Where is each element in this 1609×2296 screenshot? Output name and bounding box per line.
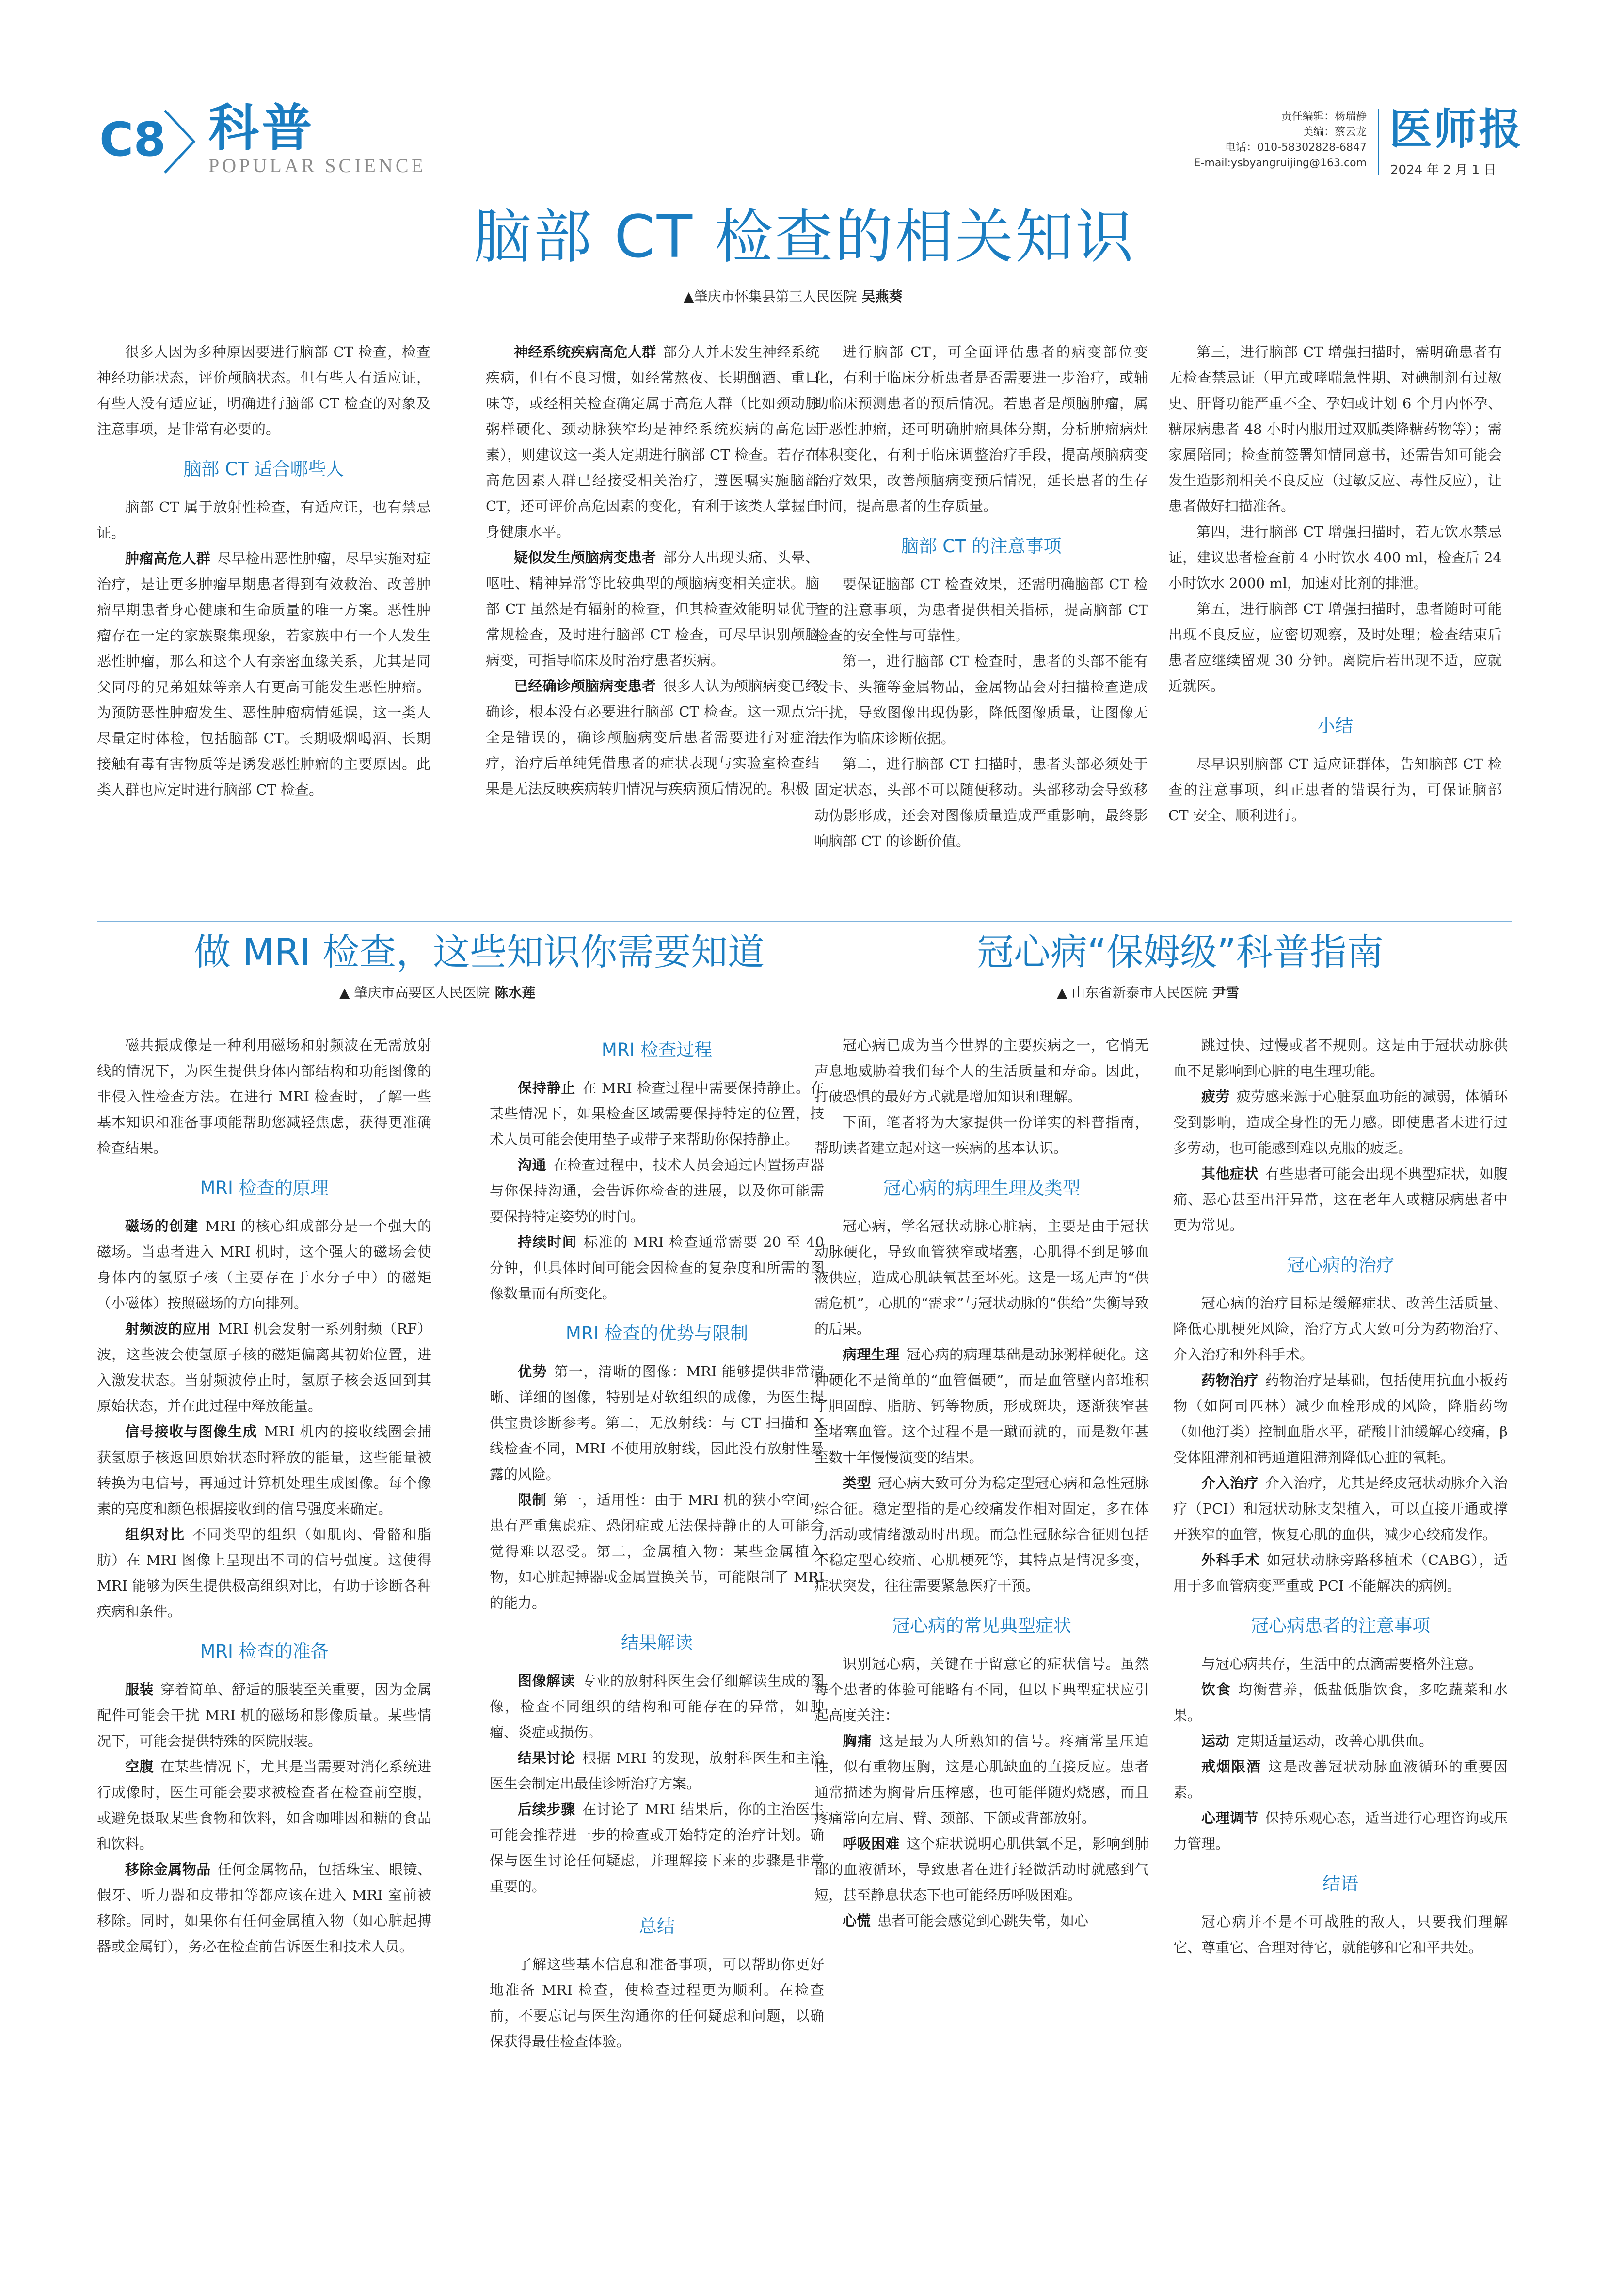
ct-column-4 bbox=[1168, 339, 1502, 829]
paragraph bbox=[814, 1651, 1149, 1728]
paragraph-text: 第五，进行脑部 CT 增强扫描时，患者随时可能出现不良反应，应密切观察，及时处理；检查结束后患者应继续留观 30 分钟。离院后若出现不适，应就近就医。 bbox=[1168, 601, 1502, 694]
paragraph-text: 与冠心病共存，生活中的点滴需要格外注意。 bbox=[1201, 1656, 1483, 1672]
paragraph bbox=[490, 1668, 824, 1745]
paragraph-text: 标准的 MRI 检查通常需要 20 至 40 分钟，但具体时间可能会因检查的复杂度和所需的图像数量而有所变化。 bbox=[490, 1234, 824, 1302]
paragraph-text: MRI 机会发射一系列射频（RF）波，这些波会使氢原子核的磁矩偏离其初始位置，进入激发状态。当射频波停止时，氢原子核会返回到其原始状态，并在此过程中释放能量。 bbox=[97, 1321, 431, 1414]
keyword-lead: 病理生理 bbox=[843, 1346, 900, 1363]
paragraph bbox=[814, 1110, 1149, 1161]
paragraph bbox=[490, 1359, 824, 1487]
paragraph-text: 部分人并未发生神经系统疾病，但有不良习惯，如经常熬夜、长期酗酒、重口味等，或经相关检查确定属于高危人群（比如颈动脉粥样硬化、颈动脉狭窄均是神经系统疾病的高危因素），则建议这一类人定期进行脑部 CT 检查。若存在高危因素人群已经接受相关治疗，遵医嘱实施脑部 CT，还可评价高危因素的变化，有利于该类人掌握自身健康水平。 bbox=[486, 344, 819, 540]
paragraph-text: 介入治疗，尤其是经皮冠状动脉介入治疗（PCI）和冠状动脉支架植入，可以直接开通或撑开狭窄的血管，恢复心肌的血供，减少心绞痛发作。 bbox=[1173, 1475, 1508, 1543]
art-editor: 美编：蔡云龙 bbox=[1302, 126, 1367, 138]
paragraph bbox=[1173, 1677, 1508, 1728]
paragraph-text: 这是改善冠状动脉血液循环的重要因素。 bbox=[1173, 1758, 1508, 1801]
keyword-lead: 后续步骤 bbox=[518, 1801, 576, 1818]
paragraph bbox=[814, 1033, 1149, 1110]
paragraph bbox=[1173, 1291, 1508, 1368]
paragraph-text: 跳过快、过慢或者不规则。这是由于冠状动脉供血不足影响到心脏的电生理功能。 bbox=[1173, 1037, 1508, 1079]
paragraph-text: 下面，笔者将为大家提供一份详实的科普指南，帮助读者建立起对这一疾病的基本认识。 bbox=[814, 1114, 1149, 1156]
paragraph bbox=[814, 339, 1148, 519]
keyword-lead: 神经系统疾病高危人群 bbox=[514, 344, 656, 360]
paragraph bbox=[814, 649, 1148, 751]
paragraph bbox=[490, 1952, 824, 2055]
paragraph-text: 在某些情况下，尤其是当需要对消化系统进行成像时，医生可能会要求被检查者在检查前空腹，或避免摄取某些食物和饮料，如含咖啡因和糖的食品和饮料。 bbox=[97, 1758, 431, 1852]
keyword-lead: 磁场的创建 bbox=[125, 1218, 199, 1234]
subheading: MRI 检查过程 bbox=[601, 1039, 713, 1060]
subheading: 结语 bbox=[1322, 1873, 1358, 1894]
paragraph-text: 要保证脑部 CT 检查效果，还需明确脑部 CT 检查的注意事项，为患者提供相关指标，提高脑部 CT 检查的安全性与可靠性。 bbox=[814, 576, 1148, 644]
paragraph-text: 第一，进行脑部 CT 检查时，患者的头部不能有发卡、头箍等金属物品，金属物品会对扫描检查造成干扰，导致图像出现伪影，降低图像质量，让图像无法作为临床诊断依据。 bbox=[814, 653, 1148, 747]
keyword-lead: 疑似发生颅脑病变患者 bbox=[514, 549, 656, 566]
mri-column-2 bbox=[490, 1023, 824, 2055]
paragraph-text: 第二，进行脑部 CT 扫描时，患者头部必须处于固定状态，头部不可以随便移动。头部移动会导致移动伪影形成，还会对图像质量造成严重影响，最终影响脑部 CT 的诊断价值。 bbox=[814, 756, 1148, 849]
paragraph-text: 了解这些基本信息和准备事项，可以帮助你更好地准备 MRI 检查，使检查过程更为顺利。在检查前，不要忘记与医生沟通你的任何疑虑和问题，以确保获得最佳检查体验。 bbox=[490, 1956, 824, 2050]
paragraph bbox=[97, 1754, 431, 1857]
paragraph bbox=[490, 1075, 824, 1152]
ct-column-2 bbox=[486, 339, 819, 802]
subheading: 总结 bbox=[639, 1916, 675, 1937]
paragraph bbox=[490, 1487, 824, 1616]
keyword-lead: 运动 bbox=[1201, 1733, 1230, 1749]
paragraph bbox=[97, 1419, 431, 1522]
paragraph-text: 在 MRI 检查过程中需要保持静止。在某些情况下，如果检查区域需要保持特定的位置，技术人员可能会使用垫子或带子来帮助你保持静止。 bbox=[490, 1080, 824, 1148]
paragraph-text: 任何金属物品，包括珠宝、眼镜、假牙、听力器和皮带扣等都应该在进入 MRI 室前被移除。同时，如果你有任何金属植入物（如心脏起搏器或金属钉），务必在检查前告诉医生和技术人员。 bbox=[97, 1861, 431, 1955]
subheading: 冠心病患者的注意事项 bbox=[1251, 1615, 1430, 1636]
paragraph bbox=[814, 1470, 1149, 1599]
paragraph bbox=[1173, 1547, 1508, 1599]
paragraph-text: 在检查过程中，技术人员会通过内置扬声器与你保持沟通，会告诉你检查的进展，以及你可能需要保持特定姿势的时间。 bbox=[490, 1157, 824, 1225]
paragraph-text: 冠心病已成为当今世界的主要疾病之一，它悄无声息地威胁着我们每个人的生活质量和寿命。因此，打破恐惧的最好方式就是增加知识和理解。 bbox=[814, 1037, 1149, 1105]
paragraph bbox=[486, 339, 819, 545]
paragraph bbox=[1168, 339, 1502, 519]
keyword-lead: 信号接收与图像生成 bbox=[125, 1423, 257, 1440]
paragraph bbox=[97, 1522, 431, 1625]
section-subtitle: POPULAR SCIENCE bbox=[208, 155, 426, 176]
keyword-lead: 心理调节 bbox=[1201, 1810, 1259, 1826]
paragraph bbox=[814, 1831, 1149, 1908]
author-name: 吴燕葵 bbox=[861, 288, 903, 304]
page-number: C8 bbox=[99, 112, 166, 167]
paragraph-text: 有些患者可能会出现不典型症状，如腹痛、恶心甚至出汗异常，这在老年人或糖尿病患者中更为常见。 bbox=[1173, 1165, 1508, 1233]
paragraph bbox=[814, 751, 1148, 854]
keyword-lead: 已经确诊颅脑病变患者 bbox=[514, 678, 656, 694]
paragraph-text: 第四，进行脑部 CT 增强扫描时，若无饮水禁忌证，建议患者检查前 4 小时饮水 400 ml，检查后 24 小时饮水 2000 ml，加速对比剂的排泄。 bbox=[1168, 524, 1502, 591]
author-name: 尹雪 bbox=[1212, 985, 1240, 1001]
paragraph-text: 疲劳感来源于心脏泵血功能的减弱，体循环受到影响，造成全身性的无力感。即使患者未进行过多劳动，也可能感到难以克服的疲乏。 bbox=[1173, 1088, 1508, 1156]
paragraph-text: 尽早识别脑部 CT 适应证群体，告知脑部 CT 检查的注意事项，纠正患者的错误行为，可保证脑部 CT 安全、顺利进行。 bbox=[1168, 756, 1502, 824]
keyword-lead: 疲劳 bbox=[1201, 1088, 1230, 1105]
paragraph bbox=[1173, 1909, 1508, 1961]
ct-column-3 bbox=[814, 339, 1148, 854]
editor: 责任编辑：杨瑞静 bbox=[1281, 111, 1367, 123]
subheading: MRI 检查的优势与限制 bbox=[565, 1323, 749, 1344]
paragraph-text: 第一，清晰的图像：MRI 能够提供非常清晰、详细的图像，特别是对软组织的成像，为医生提供宝贵诊断参考。第二，无放射线：与 CT 扫描和 X 线检查不同，MRI 不使用放射线，因此没有放射性暴露的风险。 bbox=[490, 1363, 824, 1483]
paragraph-text: 磁共振成像是一种利用磁场和射频波在无需放射线的情况下，为医生提供身体内部结构和功能图像的非侵入性检查方法。在进行 MRI 检查时，了解一些基本知识和准备事项能帮助您减轻焦虑，获得更准确检查结果。 bbox=[97, 1037, 431, 1156]
keyword-lead: 外科手术 bbox=[1201, 1552, 1260, 1568]
paragraph bbox=[1173, 1470, 1508, 1547]
section-divider bbox=[97, 921, 1512, 922]
paragraph bbox=[490, 1229, 824, 1307]
author-name: 陈水莲 bbox=[494, 985, 536, 1001]
chd-column-1 bbox=[814, 1033, 1149, 1934]
issue-date: 2024 年 2 月 1 日 bbox=[1390, 163, 1497, 177]
paragraph-text: 不同类型的组织（如肌肉、骨骼和脂肪）在 MRI 图像上呈现出不同的信号强度。这使得 MRI 能够为医生提供极高组织对比，有助于诊断各种疾病和条件。 bbox=[97, 1526, 431, 1620]
author-mri bbox=[339, 982, 535, 1002]
author-chd bbox=[1057, 982, 1239, 1002]
keyword-lead: 呼吸困难 bbox=[843, 1835, 900, 1852]
paragraph-text: 专业的放射科医生会仔细解读生成的图像，检查不同组织的结构和可能存在的异常，如肿瘤、炎症或损伤。 bbox=[490, 1673, 824, 1740]
keyword-lead: 结果讨论 bbox=[518, 1750, 576, 1766]
paragraph-text: 这是最为人所熟知的信号。疼痛常呈压迫性，似有重物压胸，这是心肌缺血的直接反应。患者通常描述为胸骨后压榨感，也可能伴随灼烧感，而且疼痛常向左肩、臂、颈部、下颌或背部放射。 bbox=[814, 1733, 1149, 1826]
paragraph-text: 药物治疗是基础，包括使用抗血小板药物（如阿司匹林）减少血栓形成的风险，降脂药物（如他汀类）控制血脂水平，硝酸甘油缓解心绞痛，β 受体阻滞剂和钙通道阻滞剂降低心脏的氧耗。 bbox=[1173, 1372, 1508, 1466]
subheading: 脑部 CT 的注意事项 bbox=[901, 536, 1062, 557]
paragraph-text: 很多人因为多种原因要进行脑部 CT 检查，检查神经功能状态，评价颅脑状态。但有些人有适应证，有些人没有适应证，明确进行脑部 CT 检查的对象及注意事项，是非常有必要的。 bbox=[97, 344, 430, 437]
paragraph bbox=[1173, 1084, 1508, 1161]
paragraph bbox=[1173, 1161, 1508, 1238]
paragraph-text: 很多人认为颅脑病变已经确诊，根本没有必要进行脑部 CT 检查。这一观点完全是错误的，确诊颅脑病变后患者需要进行对症治疗，治疗后单纯凭借患者的症状表现与实验室检查结果是无法反映疾病转归情况与疾病预后情况的。积极 bbox=[486, 678, 819, 797]
keyword-lead: 优势 bbox=[518, 1363, 547, 1380]
author-affiliation: ▲肇庆市怀集县第三人民医院 bbox=[684, 288, 857, 304]
keyword-lead: 图像解读 bbox=[518, 1673, 575, 1689]
paragraph-text: 部分人出现头痛、头晕、呕吐、精神异常等比较典型的颅脑病变相关症状。脑部 CT 虽然是有辐射的检查，但其检查效能明显优于常规检查，及时进行脑部 CT 检查，可尽早识别颅脑病变，可指导临床及时治疗患者疾病。 bbox=[486, 549, 819, 669]
paragraph bbox=[490, 1797, 824, 1899]
paragraph bbox=[814, 1213, 1149, 1342]
paragraph bbox=[97, 1316, 431, 1419]
paragraph bbox=[490, 1152, 824, 1229]
paragraph bbox=[814, 572, 1148, 649]
keyword-lead: 沟通 bbox=[518, 1157, 546, 1173]
mri-column-1 bbox=[97, 1033, 431, 1960]
keyword-lead: 保持静止 bbox=[518, 1080, 576, 1096]
paragraph bbox=[486, 673, 819, 802]
paragraph bbox=[1173, 1805, 1508, 1857]
paragraph-text: 患者可能会感觉到心跳失常，如心 bbox=[877, 1913, 1089, 1929]
paragraph bbox=[486, 545, 819, 673]
paragraph bbox=[1168, 751, 1502, 829]
paragraph-text: 尽早检出恶性肿瘤，尽早实施对症治疗，是让更多肿瘤早期患者得到有效救治、改善肿瘤早期患者身心健康和生命质量的唯一方案。恶性肿瘤存在一定的家族聚集现象，若家族中有一个人发生恶性肿瘤，那么和这个人有亲密血缘关系，尤其是同父同母的兄弟姐妹等亲人有更高可能发生恶性肿瘤。为预防恶性肿瘤发生、恶性肿瘤病情延误，这一类人尽量定时体检，包括脑部 CT。长期吸烟喝酒、长期接触有毒有害物质等是诱发恶性肿瘤的主要原因。此类人群也应定时进行脑部 CT 检查。 bbox=[97, 550, 430, 798]
paragraph-text: MRI 机内的接收线圈会捕获氢原子核返回原始状态时释放的能量，这些能量被转换为电信号，再通过计算机处理生成图像。每个像素的亮度和颜色根据接收到的信号强度来确定。 bbox=[97, 1423, 432, 1517]
paragraph bbox=[814, 1908, 1149, 1934]
paragraph bbox=[1173, 1033, 1508, 1084]
paragraph-text: 保持乐观心态，适当进行心理咨询或压力管理。 bbox=[1173, 1810, 1508, 1852]
chd-column-2 bbox=[1173, 1033, 1508, 1961]
paragraph-text: 识别冠心病，关键在于留意它的症状信号。虽然每个患者的体验可能略有不同，但以下典型症状应引起高度关注： bbox=[814, 1656, 1149, 1723]
keyword-lead: 心慌 bbox=[843, 1913, 871, 1929]
keyword-lead: 射频波的应用 bbox=[125, 1321, 211, 1337]
paragraph-text: 进行脑部 CT，可全面评估患者的病变部位变化，有利于临床分析患者是否需要进一步治疗，或辅助临床预测患者的预后情况。若患者是颅脑肿瘤，属于恶性肿瘤，还可明确肿瘤具体分期，分析肿瘤病灶体积变化，有利于临床调整治疗手段，提高颅脑病变治疗效果，改善颅脑病变预后情况，延长患者的生存时间，提高患者的生存质量。 bbox=[814, 344, 1148, 514]
section-title: 科普 bbox=[208, 98, 316, 158]
paragraph bbox=[97, 546, 430, 803]
paragraph bbox=[97, 1213, 431, 1316]
article-title-ct: 脑部 CT 检查的相关知识 bbox=[473, 204, 1136, 271]
keyword-lead: 介入治疗 bbox=[1201, 1475, 1259, 1491]
paragraph-text: 脑部 CT 属于放射性检查，有适应证，也有禁忌证。 bbox=[97, 499, 430, 541]
paragraph-text: 冠心病并不是不可战胜的敌人，只要我们理解它、尊重它、合理对待它，就能够和它和平共处。 bbox=[1173, 1913, 1508, 1956]
paragraph-text: 这个症状说明心肌供氧不足，影响到肺部的血液循环，导致患者在进行轻微活动时就感到气短，甚至静息状态下也可能经历呼吸困难。 bbox=[814, 1835, 1149, 1903]
paragraph bbox=[1173, 1368, 1508, 1470]
paragraph bbox=[97, 339, 430, 442]
paragraph bbox=[490, 1745, 824, 1797]
phone: 电话：010-58302828-6847 bbox=[1225, 142, 1367, 154]
subheading: 脑部 CT 适合哪些人 bbox=[183, 459, 344, 479]
author-affiliation: ▲ 山东省新泰市人民医院 bbox=[1057, 985, 1208, 1001]
paragraph bbox=[1173, 1754, 1508, 1805]
subheading: MRI 检查的准备 bbox=[200, 1641, 329, 1662]
paragraph-text: 均衡营养，低盐低脂饮食，多吃蔬菜和水果。 bbox=[1173, 1681, 1508, 1723]
paragraph bbox=[1173, 1728, 1508, 1754]
editor-info bbox=[1194, 109, 1367, 171]
paragraph bbox=[1168, 596, 1502, 699]
ct-column-1 bbox=[97, 339, 430, 803]
keyword-lead: 戒烟限酒 bbox=[1201, 1758, 1261, 1775]
article-title-chd: 冠心病“保姆级”科普指南 bbox=[977, 930, 1384, 973]
subheading: 结果解读 bbox=[621, 1632, 693, 1653]
paragraph-text: 根据 MRI 的发现，放射科医生和主治医生会制定出最佳诊断治疗方案。 bbox=[490, 1750, 824, 1792]
paragraph bbox=[1168, 519, 1502, 596]
paragraph bbox=[814, 1342, 1149, 1470]
paragraph-text: 冠心病的病理基础是动脉粥样硬化。这种硬化不是简单的“血管僵硬”，而是血管壁内部堆积了胆固醇、脂肪、钙等物质，形成斑块，逐渐狭窄甚至堵塞血管。这个过程不是一蹴而就的，而是数年甚至数十年慢慢演变的结果。 bbox=[814, 1346, 1149, 1466]
keyword-lead: 其他症状 bbox=[1201, 1165, 1259, 1182]
keyword-lead: 药物治疗 bbox=[1201, 1372, 1259, 1388]
paragraph-text: 定期适量运动，改善心肌供血。 bbox=[1236, 1733, 1434, 1749]
newspaper-logo: 医师报 bbox=[1389, 104, 1524, 154]
author-affiliation: ▲ 肇庆市高要区人民医院 bbox=[339, 985, 490, 1001]
keyword-lead: 饮食 bbox=[1201, 1681, 1231, 1698]
paragraph-text: 穿着简单、舒适的服装至关重要，因为金属配件可能会干扰 MRI 机的磁场和影像质量。某些情况下，可能会提供特殊的医院服装。 bbox=[97, 1681, 431, 1749]
email: E-mail:ysbyangruijing@163.com bbox=[1194, 157, 1367, 169]
subheading: 冠心病的常见典型症状 bbox=[892, 1615, 1071, 1636]
paragraph-text: MRI 的核心组成部分是一个强大的磁场。当患者进入 MRI 机时，这个强大的磁场会使身体内的氢原子核（主要存在于水分子中）的磁矩（小磁体）按照磁场的方向排列。 bbox=[97, 1218, 431, 1311]
subheading: MRI 检查的原理 bbox=[200, 1178, 329, 1198]
keyword-lead: 持续时间 bbox=[518, 1234, 577, 1250]
paragraph bbox=[97, 494, 430, 546]
keyword-lead: 组织对比 bbox=[125, 1526, 185, 1543]
paragraph bbox=[814, 1728, 1149, 1831]
keyword-lead: 限制 bbox=[518, 1492, 547, 1508]
article-title-mri: 做 MRI 检查，这些知识你需要知道 bbox=[194, 930, 765, 973]
paragraph-text: 冠心病的治疗目标是缓解症状、改善生活质量、降低心肌梗死风险，治疗方式大致可分为药物治疗、介入治疗和外科手术。 bbox=[1173, 1295, 1508, 1363]
paragraph bbox=[1173, 1651, 1508, 1677]
keyword-lead: 肿瘤高危人群 bbox=[125, 550, 211, 567]
keyword-lead: 空腹 bbox=[125, 1758, 154, 1775]
subheading: 小结 bbox=[1317, 716, 1353, 736]
paragraph-text: 如冠状动脉旁路移植术（CABG），适用于多血管病变严重或 PCI 不能解决的病例。 bbox=[1173, 1552, 1508, 1594]
chevron-right-icon bbox=[160, 108, 204, 175]
keyword-lead: 服装 bbox=[125, 1681, 154, 1698]
paragraph-text: 冠心病大致可分为稳定型冠心病和急性冠脉综合征。稳定型指的是心绞痛发作相对固定，多在体力活动或情绪激动时出现。而急性冠脉综合征则包括不稳定型心绞痛、心肌梗死等，其特点是情况多变，症状突发，往往需要紧急医疗干预。 bbox=[814, 1475, 1149, 1594]
subheading: 冠心病的病理生理及类型 bbox=[883, 1178, 1081, 1198]
paragraph-text: 在讨论了 MRI 结果后，你的主治医生可能会推荐进一步的检查或开始特定的治疗计划。确保与医生讨论任何疑虑，并理解接下来的步骤是非常重要的。 bbox=[490, 1801, 824, 1895]
paragraph bbox=[97, 1033, 431, 1161]
paragraph-text: 冠心病，学名冠状动脉心脏病，主要是由于冠状动脉硬化，导致血管狭窄或堵塞，心肌得不到足够血液供应，造成心肌缺氧甚至坏死。这是一场无声的“供需危机”，心肌的“需求”与冠状动脉的“供给”失衡导致的后果。 bbox=[814, 1218, 1149, 1337]
author-ct bbox=[684, 286, 903, 305]
paragraph bbox=[97, 1857, 431, 1960]
keyword-lead: 移除金属物品 bbox=[125, 1861, 211, 1878]
paragraph-text: 第一，适用性：由于 MRI 机的狭小空间，患有严重焦虑症、恐闭症或无法保持静止的人可能会觉得难以忍受。第二，金属植入物：某些金属植入物，如心脏起搏器或金属置换关节，可能限制了 MRI 的能力。 bbox=[490, 1492, 824, 1611]
paragraph bbox=[97, 1677, 431, 1754]
keyword-lead: 类型 bbox=[843, 1475, 871, 1491]
subheading: 冠心病的治疗 bbox=[1287, 1255, 1394, 1276]
paragraph-text: 第三，进行脑部 CT 增强扫描时，需明确患者有无检查禁忌证（甲亢或哮喘急性期、对碘制剂有过敏史、肝肾功能严重不全、孕妇或计划 6 个月内怀孕、糖尿病患者 48 小时内服用过双胍类降糖药物等）；需家属陪同；检查前签署知情同意书，还需告知可能会发生造影剂相关不良反应（过敏反应、毒性反应），让患者做好扫描准备。 bbox=[1168, 344, 1502, 514]
keyword-lead: 胸痛 bbox=[843, 1733, 873, 1749]
header-divider bbox=[1378, 109, 1379, 175]
